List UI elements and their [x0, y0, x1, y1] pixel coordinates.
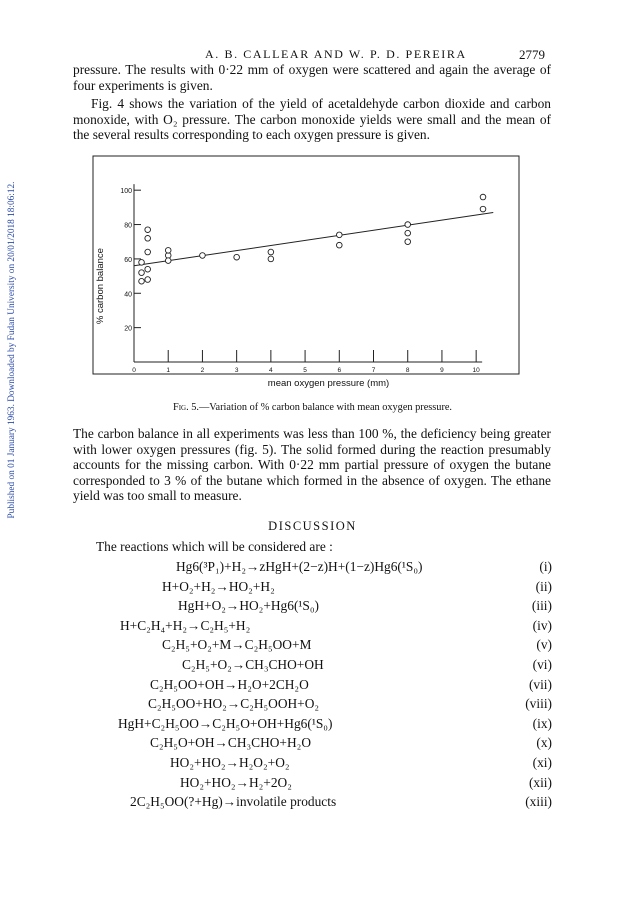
reaction-equation: HgH+C₂H₅OO→C₂H₅O+OH+Hg6(¹S₀) — [118, 715, 333, 731]
data-point — [145, 227, 151, 233]
plot-frame — [93, 156, 519, 374]
reaction-row — [90, 794, 552, 814]
data-point — [165, 248, 171, 254]
section-heading: DISCUSSION — [268, 519, 357, 533]
reaction-row — [90, 559, 552, 579]
reaction-row — [90, 657, 552, 677]
data-point — [336, 232, 342, 238]
reaction-equation: Hg6(³P₁)+H₂→zHgH+(2−z)H+(1−z)Hg6(¹S₀) — [176, 559, 423, 574]
reaction-equation: C₂H₅+O₂→CH₃CHO+OH — [182, 656, 324, 672]
reaction-equation: C₂H₅O+OH→CH₃CHO+H₂O — [150, 735, 311, 751]
reaction-number: (vi) — [532, 656, 552, 672]
x-tick-label: 1 — [166, 367, 171, 374]
data-point — [139, 278, 145, 284]
reaction-number: (ix) — [532, 715, 552, 731]
reaction-equation: C₂H₅OO+HO₂→C₂H₅OOH+O₂ — [148, 696, 320, 712]
x-axis-label: mean oxygen pressure (mm) — [267, 378, 390, 389]
x-tick-label: 3 — [234, 367, 239, 374]
reaction-equation: 2C₂H₅OO(?+Hg)→involatile products — [130, 794, 337, 810]
download-watermark-text: Published on 01 January 1963. Downloaded by Fudan University on 20/01/2018 18:06:12. — [7, 181, 17, 519]
x-tick-label: 5 — [303, 367, 307, 374]
reaction-row — [90, 637, 552, 657]
reaction-equation: H+C₂H₄+H₂→C₂H₅+H₂ — [120, 617, 251, 633]
reaction-number: (iii) — [531, 598, 552, 614]
y-tick-label: 100 — [120, 188, 132, 196]
reaction-number: (i) — [539, 559, 552, 574]
x-tick-label: 0 — [132, 367, 136, 374]
x-tick-label: 2 — [200, 367, 205, 374]
data-point — [145, 266, 151, 272]
reaction-row — [90, 735, 552, 755]
reaction-equation: HO₂+HO₂→H₂+2O₂ — [180, 774, 292, 790]
reactions-intro: The reactions which will be considered are : — [96, 539, 333, 554]
reaction-equation: C₂H₅+O₂+M→C₂H₅OO+M — [162, 637, 312, 653]
data-point — [145, 235, 151, 241]
reaction-equation: HgH+O₂→HO₂+Hg6(¹S₀) — [178, 598, 319, 614]
data-point — [165, 258, 171, 264]
y-axis-label: % carbon balance — [95, 248, 106, 325]
reaction-list — [90, 559, 552, 814]
reaction-row — [90, 775, 552, 795]
reaction-number: (xii) — [528, 774, 552, 790]
data-point — [234, 254, 240, 260]
reaction-row — [90, 618, 552, 638]
x-tick-label: 9 — [440, 367, 444, 374]
paragraph-2: Fig. 4 shows the variation of the yield of acetaldehyde carbon dioxide and carbon monoxide, with O₂ pressure. The carbon monoxide yields were small and the mean of the several results corresponding to each oxygen pressure is given. — [73, 96, 551, 143]
running-head: A. B. CALLEAR AND W. P. D. PEREIRA — [205, 47, 467, 61]
data-point — [139, 270, 145, 276]
y-tick-label: 80 — [124, 222, 132, 230]
reaction-number: (viii) — [525, 696, 552, 712]
data-point — [480, 206, 486, 212]
reaction-equation: HO₂+HO₂→H₂O₂+O₂ — [170, 754, 290, 770]
caption-text: —Variation of % carbon balance with mean oxygen pressure. — [198, 402, 453, 413]
x-tick-label: 10 — [472, 367, 480, 374]
reaction-equation: H+O₂+H₂→HO₂+H₂ — [162, 578, 275, 594]
fit-line — [134, 213, 493, 266]
paragraph-1: pressure. The results with 0·22 mm of oxygen were scattered and again the average of four experiments is given. — [73, 62, 551, 93]
data-point — [268, 256, 274, 262]
reaction-equation: C₂H₅OO+OH→H₂O+2CH₂O — [150, 676, 309, 692]
x-tick-label: 4 — [269, 367, 273, 374]
reaction-row — [90, 598, 552, 618]
reaction-number: (xi) — [532, 754, 552, 770]
data-point — [200, 253, 206, 259]
y-tick-label: 20 — [124, 325, 132, 333]
data-point — [405, 239, 411, 245]
reaction-number: (vii) — [528, 676, 552, 692]
reaction-number: (v) — [536, 637, 552, 653]
data-point — [405, 222, 411, 228]
data-point — [268, 249, 274, 255]
reaction-row — [90, 579, 552, 599]
x-tick-label: 7 — [371, 367, 376, 374]
reaction-row — [90, 696, 552, 716]
reaction-number: (ii) — [535, 578, 552, 594]
reaction-row — [90, 716, 552, 736]
data-point — [405, 230, 411, 236]
figure-5-chart — [79, 156, 520, 389]
caption-label: Fig. 5. — [172, 402, 199, 413]
x-tick-label: 6 — [337, 367, 342, 374]
y-tick-label: 60 — [124, 256, 132, 264]
figure-caption — [0, 402, 625, 413]
reaction-number: (iv) — [532, 617, 552, 633]
data-point — [139, 260, 145, 266]
reaction-number: (x) — [536, 735, 552, 751]
reaction-row — [90, 755, 552, 775]
data-point — [145, 249, 151, 255]
data-point — [145, 277, 151, 283]
page-number: 2779 — [519, 47, 545, 62]
x-tick-label: 8 — [405, 367, 410, 374]
reaction-row — [90, 677, 552, 697]
data-point — [336, 242, 342, 248]
data-point — [480, 194, 486, 200]
reaction-number: (xiii) — [525, 794, 552, 810]
paragraph-3: The carbon balance in all experiments was less than 100 %, the deficiency being greater with lower oxygen pressures (fig. 5). The solid formed during the reaction presumably accounts for the missing carbon. With 0·22 mm partial pressure of oxygen the butane corresponded to 3 % of the butane which formed in the absence of oxygen. The ethane yield was too small to measure. — [73, 426, 551, 504]
y-tick-label: 40 — [124, 291, 132, 299]
